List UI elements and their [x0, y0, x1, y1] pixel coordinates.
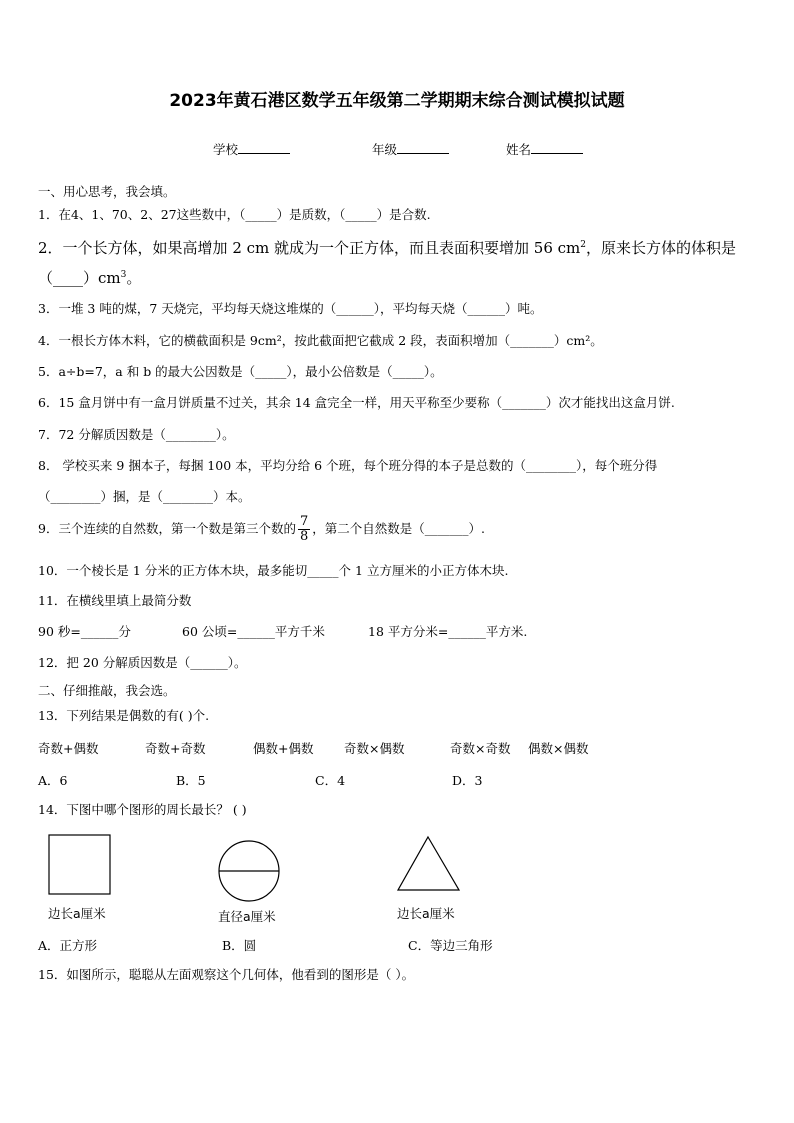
question-8-line-1: 8． 学校买来 9 捆本子，每捆 100 本，平均分给 6 个班，每个班分得的本子是总数的（________），每个班分得: [38, 458, 658, 473]
fraction-numerator: 7: [299, 514, 309, 529]
question-6: 6．15 盒月饼中有一盒月饼质量不过关，其余 14 盒完全一样，用天平称至少要称（_______）次才能找出这盒月饼.: [38, 395, 675, 410]
name-label: 姓名: [506, 142, 532, 157]
question-11-part-b: 60 公顷=______平方千米: [182, 624, 325, 639]
question-14: 14．下图中哪个图形的周长最长？ ( ): [38, 802, 247, 817]
q13-option-d[interactable]: D．3: [452, 773, 483, 788]
fraction-denominator: 8: [299, 529, 309, 544]
circle-label: 直径a厘米: [218, 909, 276, 924]
question-11: 11．在横线里填上最简分数: [38, 593, 192, 608]
question-13: 13．下列结果是偶数的有( )个.: [38, 708, 210, 723]
question-2-text-a: 2．一个长方体，如果高增加 2 cm 就成为一个正方体，而且表面积要增加 56 cm: [38, 239, 581, 257]
q13-option-b[interactable]: B．5: [176, 773, 206, 788]
grade-field: [372, 140, 449, 158]
name-blank: [531, 141, 583, 154]
circle-figure: [218, 840, 282, 904]
question-15: 15．如图所示，聪聪从左面观察这个几何体，他看到的图形是（ ）。: [38, 967, 415, 982]
q13-item: 奇数+偶数: [38, 741, 99, 756]
fraction-7-8: [298, 515, 310, 544]
question-9: [38, 515, 485, 544]
square-label: 边长a厘米: [48, 906, 106, 921]
q13-item: 奇数×奇数: [450, 741, 511, 756]
question-2-text-d: 。: [126, 269, 142, 287]
question-9-text-a: 9．三个连续的自然数，第一个数是第三个数的: [38, 521, 296, 536]
question-2-line-2: [38, 266, 141, 287]
triangle-figure: [397, 836, 461, 892]
q14-option-c[interactable]: C．等边三角形: [408, 938, 493, 953]
page-title: 2023年黄石港区数学五年级第二学期期末综合测试模拟试题: [169, 91, 625, 111]
triangle-label: 边长a厘米: [397, 906, 455, 921]
question-2-line-1: [38, 236, 736, 257]
question-3: 3．一堆 3 吨的煤，7 天烧完，平均每天烧这堆煤的（______），平均每天烧（______）吨。: [38, 301, 543, 316]
q13-item: 奇数+奇数: [145, 741, 206, 756]
section-2-heading: 二、仔细推敲，我会选。: [38, 683, 176, 698]
q14-option-a[interactable]: A．正方形: [38, 938, 98, 953]
question-11-part-a: 90 秒=______分: [38, 624, 131, 639]
school-label: 学校: [213, 142, 239, 157]
q13-item: 偶数×偶数: [528, 741, 589, 756]
grade-label: 年级: [372, 142, 398, 157]
question-2-text-b: ，原来长方体的体积是: [586, 239, 737, 257]
question-1: 1．在4、1、70、2、27这些数中，（_____）是质数，（_____）是合数.: [38, 207, 431, 222]
name-field: [506, 140, 583, 158]
school-field: [213, 140, 290, 158]
q13-option-a[interactable]: A．6: [38, 773, 68, 788]
q13-option-c[interactable]: C．4: [315, 773, 346, 788]
question-11-part-c: 18 平方分米=______平方米.: [368, 624, 528, 639]
question-8-line-2: （________）捆，是（________）本。: [38, 489, 251, 504]
question-2-text-c: （____）cm: [38, 269, 121, 287]
school-blank: [238, 141, 290, 154]
square-figure: [48, 834, 112, 896]
section-1-heading: 一、用心思考，我会填。: [38, 184, 176, 199]
q13-item: 奇数×偶数: [344, 741, 405, 756]
question-2-sup-cube: 3: [120, 270, 127, 280]
question-4: 4．一根长方体木料，它的横截面积是 9cm²，按此截面把它截成 2 段，表面积增加（_______）cm²。: [38, 333, 603, 348]
question-2-sup: 2: [580, 240, 587, 250]
question-9-text-b: ，第二个自然数是（_______）.: [312, 521, 485, 536]
question-12: 12．把 20 分解质因数是（______）。: [38, 655, 247, 670]
square-shape: [49, 835, 110, 894]
question-5: 5．a÷b=7，a 和 b 的最大公因数是（_____），最小公倍数是（_____）。: [38, 364, 443, 379]
grade-blank: [397, 141, 449, 154]
q13-item: 偶数+偶数: [253, 741, 314, 756]
question-7: 7．72 分解质因数是（________）。: [38, 427, 235, 442]
question-10: 10．一个棱长是 1 分米的正方体木块，最多能切_____个 1 立方厘米的小正方体木块.: [38, 563, 509, 578]
triangle-shape: [398, 837, 459, 890]
q14-option-b[interactable]: B．圆: [222, 938, 257, 953]
